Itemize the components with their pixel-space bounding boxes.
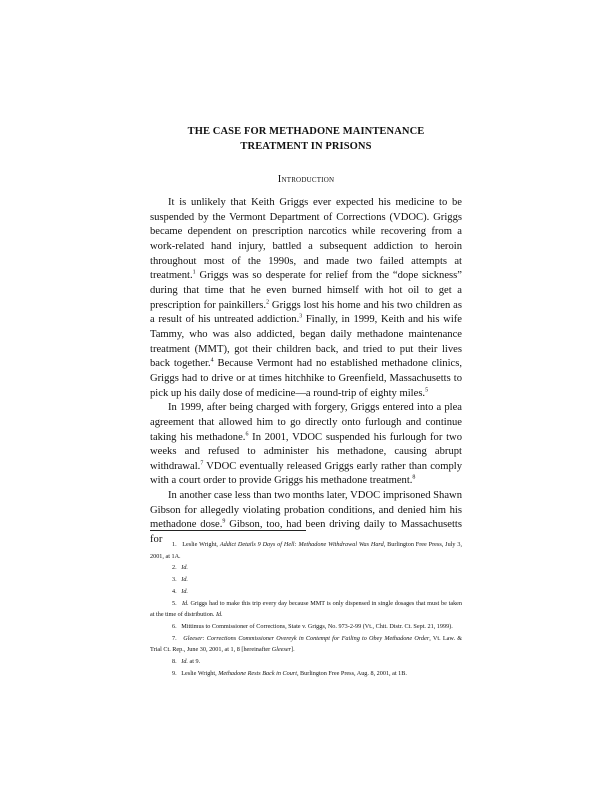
article-title: [150, 124, 462, 154]
footnote-6: 6. Mittimus to Commissioner of Corrections, State v. Griggs, No. 973-2-99 (Vt., Chit. Distr. Ct. Sept. 21, 1999).: [172, 622, 453, 630]
title-line-1: THE CASE FOR METHADONE MAINTENANCE: [187, 126, 425, 137]
footnote-2: 2. Id.: [172, 564, 188, 572]
footnote-3: 3. Id.: [172, 576, 188, 584]
footnote-ref[interactable]: 6: [245, 430, 249, 437]
footnote-7: 7. Gleeser: Corrections Commissioner Overeyk in Contempt for Failing to Obey Methadone Order, Vt. Law. & Trial Ct. Rep., June 30, 2001, at 1, 8 [hereinafter Gleeser].: [150, 634, 463, 654]
footnote-4: 4. Id.: [172, 587, 188, 595]
footnote-ref[interactable]: 4: [210, 357, 214, 364]
footnote-5: 5. Id. Griggs had to make this trip every day because MMT is only dispensed in single dosages that must be taken at the time of distribution. Id.: [150, 599, 462, 619]
paragraph-2: In 1999, after being charged with forgery, Griggs entered into a plea agreement that allowed him to go directly onto furlough and continue taking his methadone.$^6$ In 2001, VDOC suspended his furlough for two weeks and refused to administer his methadone, causing abrupt withdrawal.$^7$ VDOC eventually released Griggs early rather than comply with a court order to provide Griggs his methadone treatment.$^8$: [150, 402, 462, 487]
footnote-9: 9. Leslie Wright, Methadone Rests Back in Court, Burlington Free Press, Aug. 8, 2001, at 1B.: [172, 669, 407, 677]
paragraph-3: In another case less than two months later, VDOC imprisoned Shawn Gibson for allegedly violating probation conditions, and denied him his methadone dose.$^9$ Gibson, too, had been driving daily to Massachusetts for: [150, 490, 462, 546]
footnote-divider: [150, 530, 306, 531]
footnote-ref[interactable]: 9: [222, 518, 226, 525]
section-heading: Introduction: [277, 174, 335, 185]
footnote-ref[interactable]: 3: [299, 313, 303, 320]
footnote-ref[interactable]: 8: [412, 474, 416, 481]
footnote-ref[interactable]: 2: [266, 299, 270, 306]
paragraph-1: It is unlikely that Keith Griggs ever expected his medicine to be suspended by the Vermont Department of Corrections (VDOC). Griggs became dependent on prescription narcotics while recovering from a work-related hand injury, battled a subsequent addiction to heroin throughout most of the 1990s, and made two failed attempts at treatment.$^1$ Griggs was so desperate for relief from the “dope sickness” during that time that he even burned himself with hot oil to get a prescription for painkillers.$^2$ Griggs lost his home and his two children as a result of his untreated addiction.$^3$ Finally, in 1999, Keith and his wife Tammy, who was also addicted, began daily methadone maintenance treatment (MMT), got their children back, and tried to put their lives back together.$^4$ Because Vermont had no established methadone clinics, Griggs had to drive or at times hitchhike to Greenfield, Massachusetts to pick up his daily dose of medicine—a round-trip of eighty miles.$^5$: [150, 197, 462, 399]
footnotes: [150, 539, 462, 679]
footnote-8: 8. Id. at 9.: [172, 658, 201, 666]
title-line-2: TREATMENT IN PRISONS: [240, 141, 372, 152]
footnote-ref[interactable]: 1: [192, 269, 196, 276]
footnote-ref[interactable]: 5: [425, 387, 429, 393]
footnote-1: 1. Leslie Wright, Addict Details 9 Days of Hell: Methadone Withdrawal Was Hard, Burlington Free Press, July 3, 2001, at 1A.: [150, 541, 462, 560]
footnote-ref[interactable]: 7: [200, 460, 204, 467]
body-text: [150, 196, 462, 548]
